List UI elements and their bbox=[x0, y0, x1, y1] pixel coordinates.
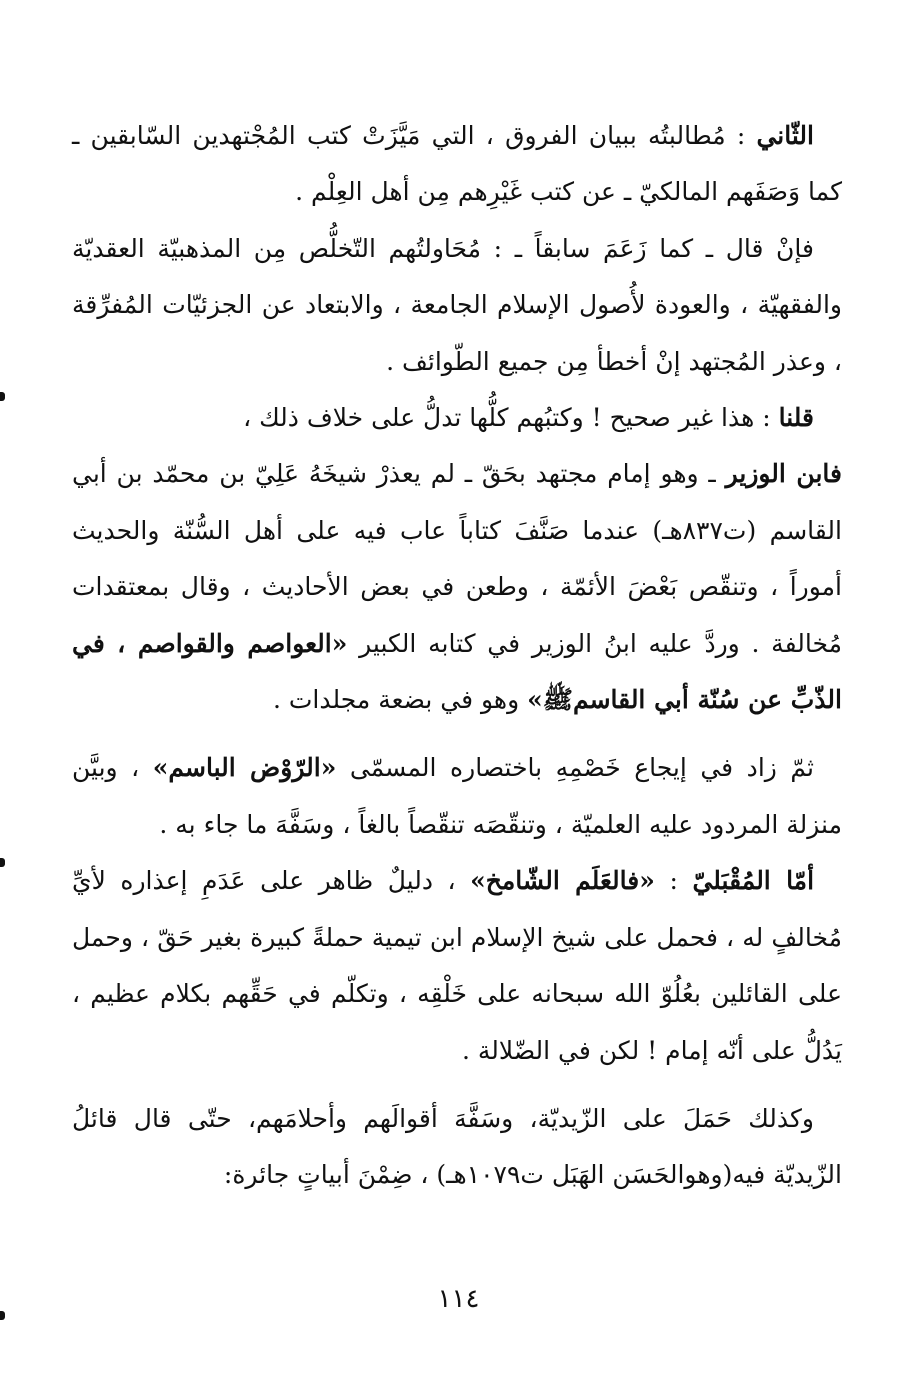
paragraph-second-point bbox=[72, 108, 842, 221]
paragraph-then-added bbox=[72, 740, 842, 853]
paragraph-ibn-al-wazir bbox=[72, 446, 842, 728]
page-number: ١١٤ bbox=[437, 1284, 480, 1314]
paragraph-text: : هذا غير صحيح ! وكتبُهم كلُّها تدلُّ على خلاف ذلك ، bbox=[243, 403, 771, 433]
paragraph-al-maqbali bbox=[72, 853, 842, 1079]
book-title: «العواصم والقواصم ، في الذّبِّ عن سُنّة أبي القاسمﷺ» bbox=[72, 628, 842, 715]
book-title: «فالعَلَم الشّامخ» bbox=[470, 866, 655, 896]
paragraph-text-tail: وهو في بضعة مجلدات . bbox=[272, 685, 520, 715]
paragraph-lead: أمّا المُقْبَليّ bbox=[692, 866, 815, 896]
scan-edge-mark bbox=[0, 858, 5, 867]
paragraph-text: ـ وهو إمام مجتهد بحَقّ ـ لم يعذرْ شيخَهُ عَلِيّ بن محمّد بن أبي القاسم (ت٨٣٧هـ) عندما صَنَّفَ كتاباً عاب فيه على أهل السُّنّة والحديث أموراً ، وتنقّص بَعْضَ الأئمّة ، وطعن في بعض الأحاديث ، وقال بمعتقدات مُخالفة . وردَّ عليه ابنُ الوزير في كتابه الكبير bbox=[72, 459, 842, 658]
paragraph-text: ثمّ زاد في إيجاع خَصْمِهِ باختصاره المسمّى bbox=[349, 753, 814, 783]
paragraph-text-tail: ، وبيَّن منزلة المردود عليه العلميّة ، وتنقّصَه تنقّصاً بالغاً ، وسَفَّهَ ما جاء به . bbox=[72, 753, 842, 839]
scan-edge-mark bbox=[0, 392, 5, 401]
paragraph-zaydiyya bbox=[72, 1091, 842, 1204]
paragraph-we-said bbox=[72, 390, 842, 446]
paragraph-text: : مُطالبتُه ببيان الفروق ، التي مَيَّزَتْ كتب المُجْتهدين السّابقين ـ كما وَصَفَهم المالكيّ ـ عن كتب غَيْرِهم مِن أهل العِلْم . bbox=[72, 121, 842, 207]
paragraph-text: فإنْ قال ـ كما زَعَمَ سابقاً ـ : مُحَاولتُهم التّخلُّص مِن المذهبيّة العقديّة والفقهيّة ، والعودة لأُصول الإسلام الجامعة ، والابتعاد عن الجزئيّات المُفرِّقة ، وعذر المُجتهد إنْ أخطأ مِن جميع الطّوائف . bbox=[72, 233, 842, 376]
paragraph-text: وكذلك حَمَلَ على الزّيديّة، وسَفَّهَ أقوالَهم وأحلامَهم، حتّى قال قائلُ الزّيديّة فيه(وهوالحَسَن الهَبَل ت١٠٧٩هـ) ، ضِمْنَ أبياتٍ جائرة: bbox=[72, 1103, 842, 1190]
paragraph-text-tail: ، دليلٌ ظاهر على عَدَمِ إعذاره لأيِّ مُخالفٍ له ، فحمل على شيخ الإسلام ابن تيمية حملةً كبيرة بغير حَقّ ، وحمل على القائلين بعُلُوّ الله سبحانه على خَلْقِه ، وتكلّم في حَقِّهم بكلام عظيم ، يَدُلُّ على أنّه إمام ! لكن في الضّلالة . bbox=[72, 866, 842, 1065]
paragraph-lead: قلنا bbox=[778, 403, 814, 433]
body-text bbox=[72, 108, 842, 1204]
paragraph-text: : bbox=[669, 866, 678, 896]
scan-edge-mark bbox=[0, 1311, 5, 1320]
book-title: «الرّوْض الباسم» bbox=[152, 753, 337, 783]
paragraph-lead: فابن الوزير bbox=[725, 459, 842, 489]
paragraph-if-he-said bbox=[72, 221, 842, 390]
paragraph-lead: الثّاني bbox=[756, 121, 814, 150]
